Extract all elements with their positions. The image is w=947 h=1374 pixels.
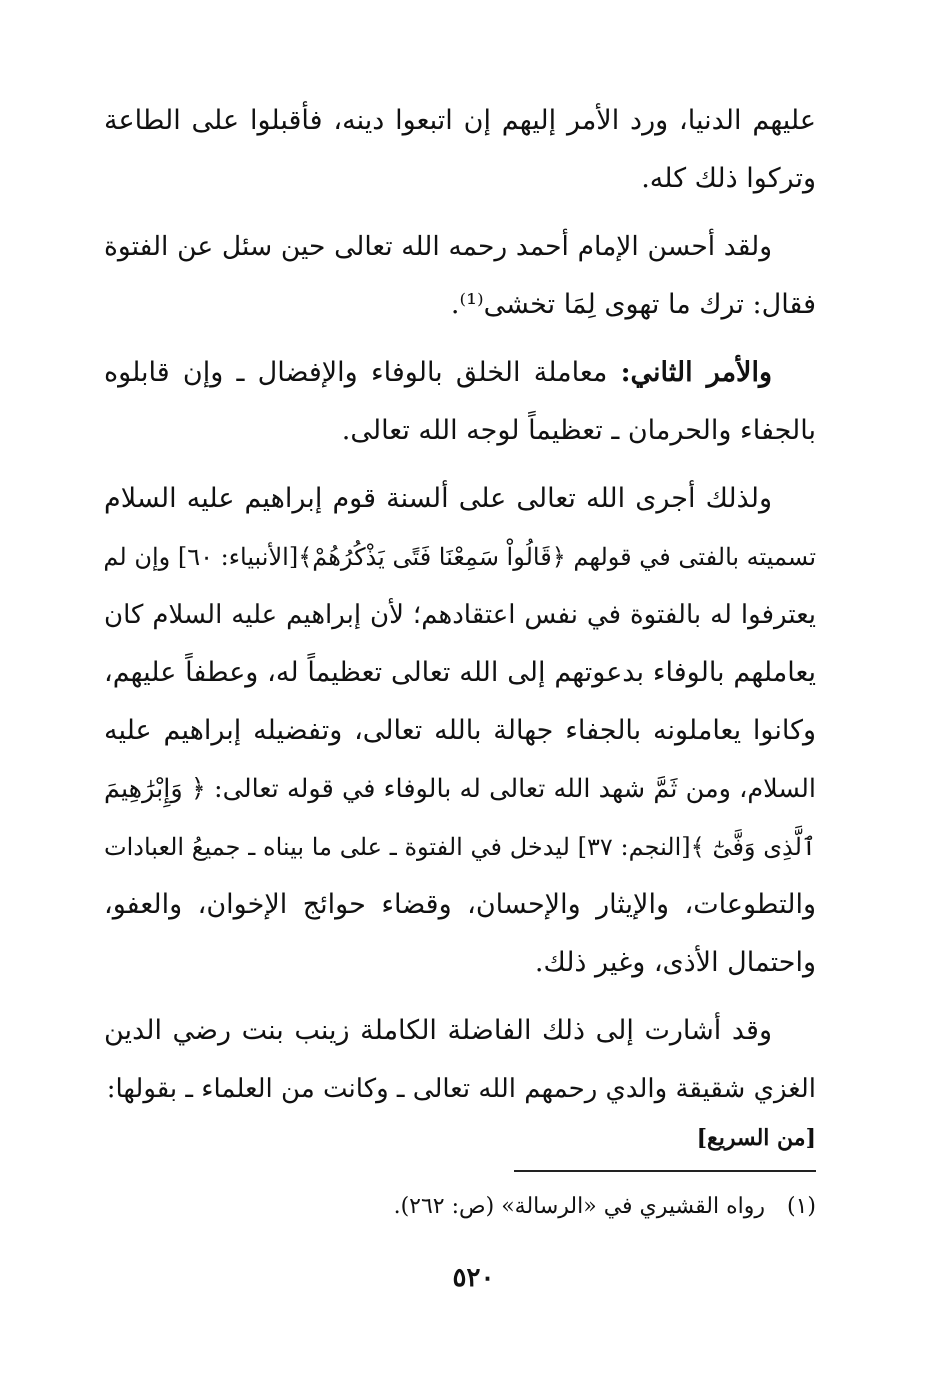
text-line: يعترفوا له بالفتوة في نفس اعتقادهم؛ لأن إبراهيم عليه السلام كان	[104, 600, 816, 630]
paragraph-3	[104, 344, 816, 460]
text-line: واحتمال الأذى، وغير ذلك.	[534, 947, 816, 978]
paragraph-1	[104, 92, 816, 208]
poetic-meter-label: [من السريع]	[696, 1125, 816, 1151]
text-line: عليهم الدنيا، ورد الأمر إليهم إن اتبعوا دينه، فأقبلوا على الطاعة	[104, 105, 816, 136]
footnote-text: رواه القشيري في «الرسالة» (ص: ٢٦٢).	[393, 1194, 765, 1219]
main-text	[104, 92, 816, 1168]
section-heading: والأمر الثاني:	[620, 357, 772, 388]
text-line: فقال: ترك ما تهوى لِمَا تخشى⁽¹⁾.	[450, 289, 816, 320]
text-line	[104, 344, 816, 402]
text-run: معاملة الخلق بالوفاء والإفضال ـ وإن قابلوه	[104, 357, 621, 388]
text-line: ٱلَّذِى وَفَّىٰٓ ﴾[النجم: ٣٧] ليدخل في الفتوة ـ على ما بيناه ـ جميعُ العبادات	[104, 833, 816, 861]
text-line: تسميته بالفتى في قولهم ﴿قَالُواْ سَمِعْنَا فَتًى يَذْكُرُهُمْ﴾[الأنبياء: ٦٠] وإن لم	[103, 543, 816, 571]
paragraph-5	[104, 1002, 816, 1158]
text-line: الغزي شقيقة والدي رحمهم الله تعالى ـ وكانت من العلماء ـ بقولها:	[106, 1074, 816, 1104]
page-number: ٥٢٠	[452, 1263, 495, 1293]
footnote-number: (١)	[786, 1194, 816, 1219]
text-line: بالجفاء والحرمان ـ تعظيماً لوجه الله تعالى.	[341, 415, 816, 446]
text-line: وتركوا ذلك كله.	[641, 163, 816, 194]
paragraph-4	[104, 470, 816, 992]
paragraph-2	[104, 218, 816, 334]
text-line: السلام، ومن ثَمَّ شهد الله تعالى له بالوفاء في قوله تعالى: ﴿ وَإِبْرَٰهِيمَ	[104, 774, 816, 804]
text-line: ولقد أحسن الإمام أحمد رحمه الله تعالى حين سئل عن الفتوة	[104, 231, 772, 262]
text-line: يعاملهم بالوفاء بدعوتهم إلى الله تعالى تعظيماً له، وعطفاً عليهم،	[104, 657, 816, 688]
text-line: والتطوعات، والإيثار والإحسان، وقضاء حوائج الإخوان، والعفو،	[104, 889, 816, 920]
text-line: وقد أشارت إلى ذلك الفاضلة الكاملة زينب بنت رضي الدين	[104, 1015, 772, 1046]
footnote	[104, 1190, 816, 1224]
text-line: وكانوا يعاملونه بالجفاء جهالة بالله تعالى، وتفضيله إبراهيم عليه	[104, 715, 816, 746]
footnote-divider	[514, 1170, 816, 1172]
text-line: ولذلك أجرى الله تعالى على ألسنة قوم إبراهيم عليه السلام	[104, 483, 772, 514]
